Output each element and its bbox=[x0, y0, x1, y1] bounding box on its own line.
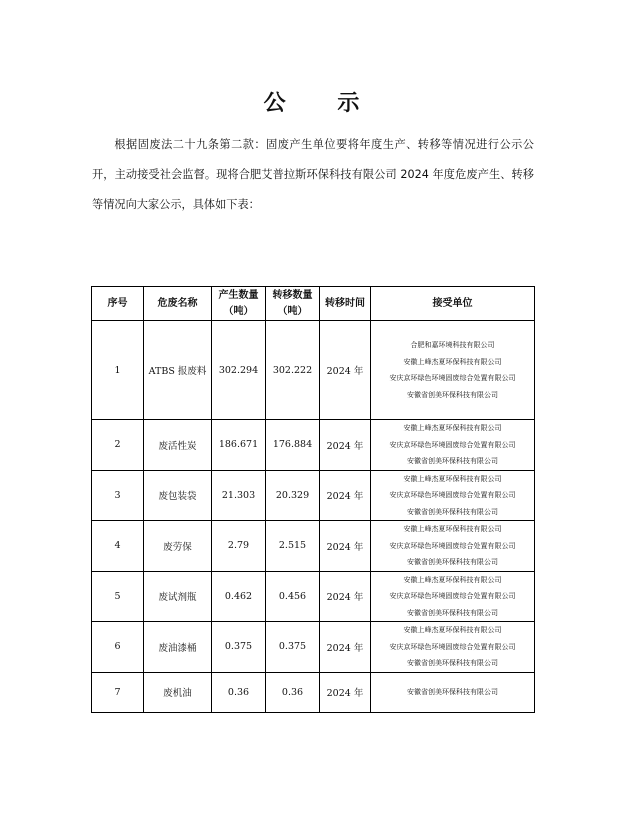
cell-time: 2024 年 bbox=[320, 321, 371, 420]
cell-transferred: 0.375 bbox=[266, 622, 320, 673]
cell-no: 6 bbox=[92, 622, 144, 673]
cell-transferred: 302.222 bbox=[266, 321, 320, 420]
cell-produced: 186.671 bbox=[212, 420, 266, 471]
table-row bbox=[92, 521, 535, 572]
cell-no: 3 bbox=[92, 470, 144, 521]
cell-transferred: 2.515 bbox=[266, 521, 320, 572]
receiver-name: 安徽省创美环保科技有限公司 bbox=[407, 659, 498, 667]
receiver-name: 安徽省创美环保科技有限公司 bbox=[407, 390, 498, 399]
col-header-time: 转移时间 bbox=[320, 287, 371, 321]
receiver-name: 安庆京环绿色环境固废综合处置有限公司 bbox=[389, 491, 516, 499]
cell-produced: 2.79 bbox=[212, 521, 266, 572]
cell-receivers bbox=[371, 321, 535, 420]
table-header-row bbox=[92, 287, 535, 321]
cell-transferred: 176.884 bbox=[266, 420, 320, 471]
table-row bbox=[92, 420, 535, 471]
cell-produced: 0.375 bbox=[212, 622, 266, 673]
receiver-name: 安庆京环绿色环境固废综合处置有限公司 bbox=[389, 642, 516, 651]
receiver-name: 安徽省创美环保科技有限公司 bbox=[407, 608, 498, 617]
cell-name: 废机油 bbox=[144, 672, 212, 712]
cell-no: 5 bbox=[92, 571, 144, 622]
intro-paragraph bbox=[92, 130, 534, 220]
cell-transferred: 0.456 bbox=[266, 571, 320, 622]
cell-name: 废劳保 bbox=[144, 521, 212, 572]
receiver-name: 安徽上峰杰夏环保科技有限公司 bbox=[403, 357, 502, 366]
cell-name: 废试剂瓶 bbox=[144, 571, 212, 622]
cell-time: 2024 年 bbox=[320, 470, 371, 521]
receiver-name: 合肥和嘉环境科技有限公司 bbox=[410, 341, 495, 349]
cell-no: 4 bbox=[92, 521, 144, 572]
cell-receivers bbox=[371, 420, 535, 471]
receiver-name: 安庆京环绿色环境固废综合处置有限公司 bbox=[389, 440, 516, 449]
receiver-name: 安徽上峰杰夏环保科技有限公司 bbox=[403, 575, 502, 584]
cell-time: 2024 年 bbox=[320, 571, 371, 622]
receiver-name: 安徽省创美环保科技有限公司 bbox=[407, 457, 498, 465]
col-header-name: 危废名称 bbox=[144, 287, 212, 321]
cell-receivers bbox=[371, 622, 535, 673]
hazardous-waste-table bbox=[91, 286, 535, 713]
table-row bbox=[92, 672, 535, 712]
col-header-transferred: 转移数量（吨） bbox=[266, 287, 320, 321]
cell-receivers bbox=[371, 521, 535, 572]
cell-produced: 302.294 bbox=[212, 321, 266, 420]
receiver-name: 安徽省创美环保科技有限公司 bbox=[407, 507, 498, 516]
page-title: 公 示 bbox=[263, 91, 382, 116]
cell-receivers bbox=[371, 470, 535, 521]
cell-name: 废包装袋 bbox=[144, 470, 212, 521]
receiver-name: 安徽上峰杰夏环保科技有限公司 bbox=[403, 525, 502, 533]
col-header-no: 序号 bbox=[92, 287, 144, 321]
cell-name: 废油漆桶 bbox=[144, 622, 212, 673]
cell-name: ATBS 报废料 bbox=[144, 321, 212, 420]
cell-no: 1 bbox=[92, 321, 144, 420]
receiver-name: 安庆京环绿色环境固废综合处置有限公司 bbox=[389, 541, 516, 550]
col-header-receiver: 接受单位 bbox=[371, 287, 535, 321]
cell-transferred: 0.36 bbox=[266, 672, 320, 712]
cell-time: 2024 年 bbox=[320, 622, 371, 673]
cell-transferred: 20.329 bbox=[266, 470, 320, 521]
table-row bbox=[92, 571, 535, 622]
cell-time: 2024 年 bbox=[320, 672, 371, 712]
cell-produced: 21.303 bbox=[212, 470, 266, 521]
cell-produced: 0.462 bbox=[212, 571, 266, 622]
cell-no: 2 bbox=[92, 420, 144, 471]
cell-produced: 0.36 bbox=[212, 672, 266, 712]
receiver-name: 安徽上峰杰夏环保科技有限公司 bbox=[403, 424, 502, 432]
receiver-name: 安徽上峰杰夏环保科技有限公司 bbox=[403, 474, 502, 483]
table-row bbox=[92, 470, 535, 521]
table-row bbox=[92, 622, 535, 673]
cell-receivers bbox=[371, 672, 535, 712]
cell-time: 2024 年 bbox=[320, 521, 371, 572]
receiver-name: 安徽省创美环保科技有限公司 bbox=[407, 687, 498, 696]
receiver-name: 安徽上峰杰夏环保科技有限公司 bbox=[403, 626, 502, 634]
col-header-produced: 产生数量（吨） bbox=[212, 287, 266, 321]
intro-text: 根据固废法二十九条第二款：固废产生单位要将年度生产、转移等情况进行公示公开，主动接受社会监督。现将合肥艾普拉斯环保科技有限公司 2024 年度危废产生、转移等情况向大家公示，具体如下表： bbox=[92, 138, 534, 211]
cell-receivers bbox=[371, 571, 535, 622]
receiver-name: 安徽省创美环保科技有限公司 bbox=[407, 558, 498, 566]
cell-no: 7 bbox=[92, 672, 144, 712]
table-row bbox=[92, 321, 535, 420]
cell-time: 2024 年 bbox=[320, 420, 371, 471]
cell-name: 废活性炭 bbox=[144, 420, 212, 471]
receiver-name: 安庆京环绿色环境固废综合处置有限公司 bbox=[389, 374, 516, 382]
receiver-name: 安庆京环绿色环境固废综合处置有限公司 bbox=[389, 592, 516, 600]
